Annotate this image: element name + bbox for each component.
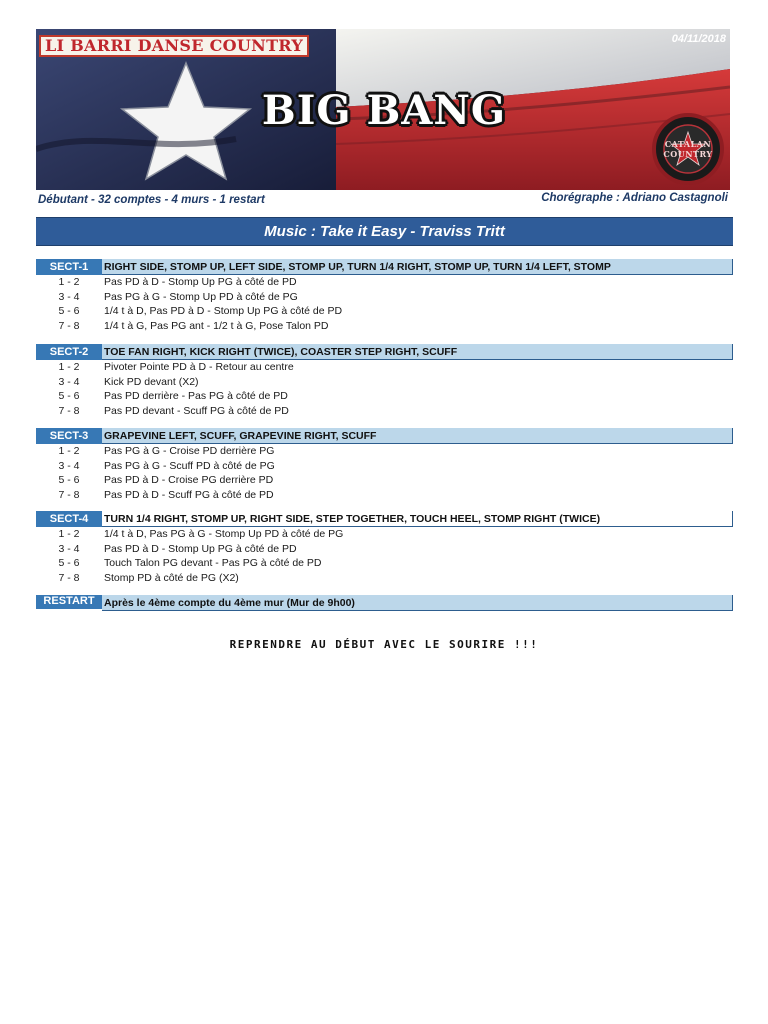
step-counts: 1 - 2	[58, 528, 80, 540]
step-row	[36, 527, 733, 542]
step-counts: 3 - 4	[58, 290, 80, 303]
step-description: Pas PD à D - Stomp Up PG à côté de PD	[104, 276, 297, 288]
step-description: Touch Talon PG devant - Pas PG à côté de PD	[104, 557, 322, 570]
section-title: TURN 1/4 RIGHT, STOMP UP, RIGHT SIDE, STEP TOGETHER, TOUCH HEEL, STOMP RIGHT (TWICE)	[102, 511, 733, 527]
section-3	[36, 428, 733, 502]
step-row	[36, 488, 733, 503]
step-counts: 5 - 6	[58, 557, 80, 570]
choreographer: Chorégraphe : Adriano Castagnoli	[541, 192, 728, 204]
step-row	[36, 275, 733, 290]
music-title-bar: Music : Take it Easy - Traviss Tritt	[36, 217, 733, 246]
section-label: SECT-3	[36, 428, 102, 444]
footer-message: REPRENDRE AU DÉBUT AVEC LE SOURIRE !!!	[229, 638, 539, 651]
restart-row	[36, 595, 733, 611]
step-description: 1/4 t à D, Pas PD à D - Stomp Up PG à côté de PD	[104, 305, 343, 318]
section-1	[36, 259, 733, 333]
step-description: Stomp PD à côté de PG (X2)	[104, 571, 239, 584]
step-row	[36, 459, 733, 474]
restart-label: RESTART	[36, 595, 102, 609]
step-row	[36, 319, 733, 334]
step-row	[36, 542, 733, 557]
step-description: 1/4 t à G, Pas PG ant - 1/2 t à G, Pose Talon PD	[104, 319, 329, 332]
step-description: Pas PD à D - Stomp Up PG à côté de PD	[104, 542, 297, 555]
step-row	[36, 360, 733, 375]
step-counts: 7 - 8	[58, 571, 80, 584]
logo-text: CATALAN COUNTRY	[663, 139, 713, 159]
dance-level-info: Débutant - 32 comptes - 4 murs - 1 restart	[38, 194, 265, 206]
step-description: Pas PD à D - Croise PG derrière PD	[104, 474, 274, 487]
step-description: Kick PD devant (X2)	[104, 375, 199, 388]
step-counts: 1 - 2	[58, 445, 80, 457]
step-description: Pivoter Pointe PD à D - Retour au centre	[104, 361, 294, 373]
step-row	[36, 304, 733, 319]
step-counts: 1 - 2	[58, 361, 80, 373]
section-header	[36, 511, 733, 527]
club-name: LI BARRI DANSE COUNTRY	[39, 35, 309, 57]
section-2	[36, 344, 733, 418]
step-row	[36, 375, 733, 390]
section-label: SECT-2	[36, 344, 102, 360]
section-label: SECT-4	[36, 511, 102, 527]
step-description: Pas PG à G - Croise PD derrière PG	[104, 445, 275, 457]
step-row	[36, 389, 733, 404]
step-description: Pas PG à G - Stomp Up PD à côté de PG	[104, 290, 298, 303]
section-title: TOE FAN RIGHT, KICK RIGHT (TWICE), COASTER STEP RIGHT, SCUFF	[102, 344, 733, 360]
step-description: Pas PD devant - Scuff PG à côté de PD	[104, 404, 289, 417]
step-row	[36, 290, 733, 305]
step-counts: 7 - 8	[58, 319, 80, 332]
step-counts: 7 - 8	[58, 488, 80, 501]
step-counts: 3 - 4	[58, 375, 80, 388]
step-counts: 3 - 4	[58, 459, 80, 472]
step-counts: 3 - 4	[58, 542, 80, 555]
step-row	[36, 444, 733, 459]
section-title: GRAPEVINE LEFT, SCUFF, GRAPEVINE RIGHT, SCUFF	[102, 428, 733, 444]
step-description: Pas PD à D - Scuff PG à côté de PD	[104, 488, 274, 501]
restart-text: Après le 4ème compte du 4ème mur (Mur de 9h00)	[102, 595, 733, 611]
section-4	[36, 511, 733, 585]
step-description: 1/4 t à D, Pas PG à G - Stomp Up PD à côté de PG	[104, 528, 344, 540]
section-label: SECT-1	[36, 259, 102, 275]
dance-title: BIG BANG	[261, 87, 507, 134]
section-title: RIGHT SIDE, STOMP UP, LEFT SIDE, STOMP UP, TURN 1/4 RIGHT, STOMP UP, TURN 1/4 LEFT, STOMP	[102, 259, 733, 275]
section-header	[36, 259, 733, 275]
step-counts: 7 - 8	[58, 404, 80, 417]
section-header	[36, 344, 733, 360]
step-counts: 1 - 2	[58, 276, 80, 288]
step-counts: 5 - 6	[58, 305, 80, 318]
step-description: Pas PD derrière - Pas PG à côté de PD	[104, 390, 288, 403]
step-row	[36, 473, 733, 488]
section-header	[36, 428, 733, 444]
step-counts: 5 - 6	[58, 390, 80, 403]
step-counts: 5 - 6	[58, 474, 80, 487]
document-date: 04/11/2018	[671, 33, 726, 45]
step-row	[36, 571, 733, 586]
step-row	[36, 404, 733, 419]
header-banner	[36, 29, 730, 190]
step-row	[36, 556, 733, 571]
step-description: Pas PG à G - Scuff PD à côté de PG	[104, 459, 275, 472]
